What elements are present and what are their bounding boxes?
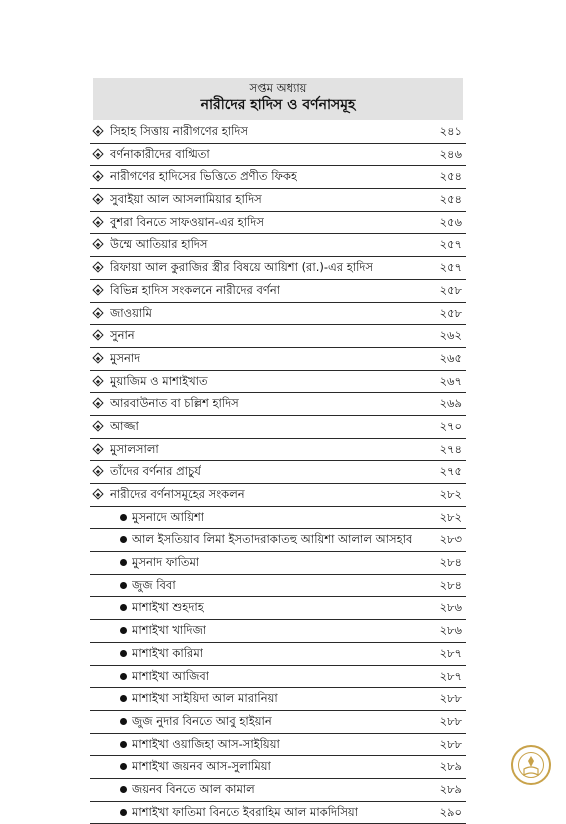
toc-entry-title: বিভিন্ন হাদিস সংকলনে নারীদের বর্ণনা <box>110 282 281 297</box>
toc-page-number: ২৮৪ <box>439 577 462 592</box>
toc-page-number: ২৮৬ <box>439 623 462 638</box>
diamond-bullet-icon <box>92 125 103 136</box>
round-bullet-icon <box>120 695 127 702</box>
diamond-bullet-icon <box>92 148 103 159</box>
round-bullet-icon <box>120 741 127 748</box>
toc-entry <box>90 484 466 507</box>
toc-entry-title: মাশাইখা আজিবা <box>132 668 210 683</box>
diamond-bullet-icon <box>92 284 103 295</box>
diamond-bullet-icon <box>92 420 103 431</box>
toc-entry <box>90 189 466 212</box>
toc-entry-title: মুসালসালা <box>110 441 159 456</box>
toc-entry-title: মাশাইখা ওয়াজিহা আস-সাইয়িয়া <box>132 736 280 751</box>
toc-subentry <box>90 711 466 734</box>
toc-page-number: ২৮৭ <box>439 668 462 683</box>
toc-page-number: ২৬৫ <box>439 350 462 365</box>
toc-page-number: ২৫৭ <box>439 237 462 252</box>
toc-entry-title: জাওয়ামি <box>110 305 152 320</box>
toc-entry-title: রিফায়া আল কুরাজির স্ত্রীর বিষয়ে আয়িশা (রা.)-এর হাদিস <box>110 260 374 275</box>
toc-entry <box>90 144 466 167</box>
toc-subentry <box>90 529 466 552</box>
toc-subentry <box>90 643 466 666</box>
toc-page-number: ২৪৬ <box>439 146 462 161</box>
toc-entry <box>90 393 466 416</box>
toc-entry-title: বর্ণনাকারীদের বাগ্মিতা <box>110 146 210 161</box>
round-bullet-icon <box>120 786 127 793</box>
round-bullet-icon <box>120 604 127 611</box>
toc-page-number: ২৮৭ <box>439 645 462 660</box>
toc-page-number: ২৮৪ <box>439 555 462 570</box>
diamond-bullet-icon <box>92 352 103 363</box>
toc-entry-title: আল ইসতিয়াব লিমা ইসতাদরাকাতহু আয়িশা আলাল আসহাব <box>132 532 413 547</box>
chapter-title: নারীদের হাদিস ও বর্ণনাসমূহ <box>200 97 356 113</box>
diamond-bullet-icon <box>92 398 103 409</box>
diamond-bullet-icon <box>92 443 103 454</box>
toc-entry-title: মাশাইখা শুহদাহ <box>132 600 204 615</box>
toc-entry-title: মুসনাদ <box>110 350 141 365</box>
toc-entry <box>90 121 466 144</box>
toc-entry <box>90 439 466 462</box>
chapter-header <box>93 78 463 120</box>
toc-page-number: ২৬৯ <box>439 396 462 411</box>
toc-entry-title: মাশাইখা ফাতিমা বিনতে ইবরাহিম আল মাকদিসিয়া <box>132 804 359 819</box>
toc-entry <box>90 325 466 348</box>
toc-entry-title: উম্মে আতিয়ার হাদিস <box>110 237 208 252</box>
toc-entry-title: মুসনাদে আয়িশা <box>132 509 205 524</box>
toc-subentry <box>90 688 466 711</box>
diamond-bullet-icon <box>92 239 103 250</box>
toc-entry-title: আজ্জা <box>110 418 139 433</box>
toc-subentry <box>90 756 466 779</box>
toc-page-number: ২৮২ <box>439 509 462 524</box>
diamond-bullet-icon <box>92 330 103 341</box>
table-of-contents <box>90 121 466 824</box>
toc-page-number: ২৪১ <box>439 124 462 138</box>
diamond-bullet-icon <box>92 307 103 318</box>
toc-entry-title: আরবাউনাত বা চল্লিশ হাদিস <box>110 396 239 411</box>
toc-entry <box>90 280 466 303</box>
toc-page-number: ২৫৮ <box>439 305 462 320</box>
toc-entry <box>90 348 466 371</box>
diamond-bullet-icon <box>92 466 103 477</box>
toc-subentry <box>90 666 466 689</box>
toc-entry <box>90 371 466 394</box>
toc-page-number: ২৮২ <box>439 487 462 501</box>
round-bullet-icon <box>120 559 127 566</box>
toc-page-number: ২৫৭ <box>439 260 462 275</box>
round-bullet-icon <box>120 650 127 657</box>
toc-entry <box>90 166 466 189</box>
toc-subentry <box>90 597 466 620</box>
toc-page-number: ২৯০ <box>439 804 462 819</box>
toc-entry-title: মাশাইখা জয়নব আস-সুলামিয়া <box>132 759 271 774</box>
toc-page-number: ২৭৪ <box>439 441 462 456</box>
round-bullet-icon <box>120 673 127 680</box>
diamond-bullet-icon <box>92 193 103 204</box>
toc-subentry <box>90 779 466 802</box>
toc-page-number: ২৮৩ <box>439 532 462 547</box>
toc-entry-title: মাশাইখা কারিমা <box>132 645 204 660</box>
toc-entry-title: নারীদের বর্ণনাসমূহের সংকলন <box>110 487 245 501</box>
toc-entry-title: মুয়াজিম ও মাশাইখাত <box>110 373 208 388</box>
round-bullet-icon <box>120 718 127 725</box>
toc-entry-title: মুসনাদ ফাতিমা <box>132 555 200 570</box>
toc-page-number: ২৭০ <box>439 418 462 433</box>
diamond-bullet-icon <box>92 216 103 227</box>
chapter-number: সপ্তম অধ্যায় <box>249 81 307 95</box>
toc-entry-title: মাশাইখা খাদিজা <box>132 623 207 638</box>
toc-entry <box>90 212 466 235</box>
diamond-bullet-icon <box>92 375 103 386</box>
toc-entry-title: নারীগণের হাদিসের ভিত্তিতে প্রণীত ফিকহ <box>110 169 297 184</box>
round-bullet-icon <box>120 809 127 816</box>
publisher-seal-icon <box>511 745 551 785</box>
toc-entry <box>90 257 466 280</box>
toc-page-number: ২৮৮ <box>439 691 462 706</box>
toc-page-number: ২৮৮ <box>439 736 462 751</box>
round-bullet-icon <box>120 763 127 770</box>
diamond-bullet-icon <box>92 171 103 182</box>
round-bullet-icon <box>120 536 127 543</box>
toc-entry <box>90 461 466 484</box>
toc-page-number: ২৮৬ <box>439 600 462 615</box>
toc-subentry <box>90 734 466 757</box>
toc-entry <box>90 303 466 326</box>
toc-subentry <box>90 552 466 575</box>
toc-entry-title: সুনান <box>110 328 135 343</box>
round-bullet-icon <box>120 627 127 634</box>
toc-page-number: ২৮৯ <box>439 759 462 774</box>
toc-entry-title: বুশরা বিনতে সাফওয়ান-এর হাদিস <box>110 214 264 229</box>
toc-page-number: ২৭৫ <box>439 464 462 479</box>
toc-subentry <box>90 802 466 824</box>
toc-page-number: ২৮৯ <box>439 781 462 796</box>
toc-entry <box>90 416 466 439</box>
toc-entry-title: জয়নব বিনতে আল কামাল <box>132 781 255 796</box>
toc-subentry <box>90 620 466 643</box>
toc-page-number: ২৫৪ <box>439 192 462 207</box>
toc-entry-title: তাঁদের বর্ণনার প্রাচুর্য <box>110 464 201 479</box>
diamond-bullet-icon <box>92 488 103 499</box>
toc-subentry <box>90 575 466 598</box>
toc-subentry <box>90 507 466 530</box>
toc-page-number: ২৬৭ <box>439 373 462 388</box>
toc-entry-title: মাশাইখা সাইয়িদা আল মারানিয়া <box>132 691 278 706</box>
toc-page-number: ২৫৬ <box>439 214 462 229</box>
toc-entry <box>90 234 466 257</box>
toc-entry-title: জুজ বিবা <box>132 577 176 592</box>
toc-page-number: ২৮৮ <box>439 713 462 728</box>
toc-page-number: ২৫৮ <box>439 282 462 297</box>
toc-page-number: ২৬২ <box>439 328 462 343</box>
round-bullet-icon <box>120 514 127 521</box>
toc-entry-title: সিহাহ সিত্তায় নারীগণের হাদিস <box>110 124 249 138</box>
toc-page-number: ২৫৪ <box>439 169 462 184</box>
toc-entry-title: জুজ নুদার বিনতে আবু হাইয়ান <box>132 713 272 728</box>
toc-entry-title: সুবাইয়া আল আসলামিয়ার হাদিস <box>110 192 262 207</box>
round-bullet-icon <box>120 582 127 589</box>
diamond-bullet-icon <box>92 261 103 272</box>
